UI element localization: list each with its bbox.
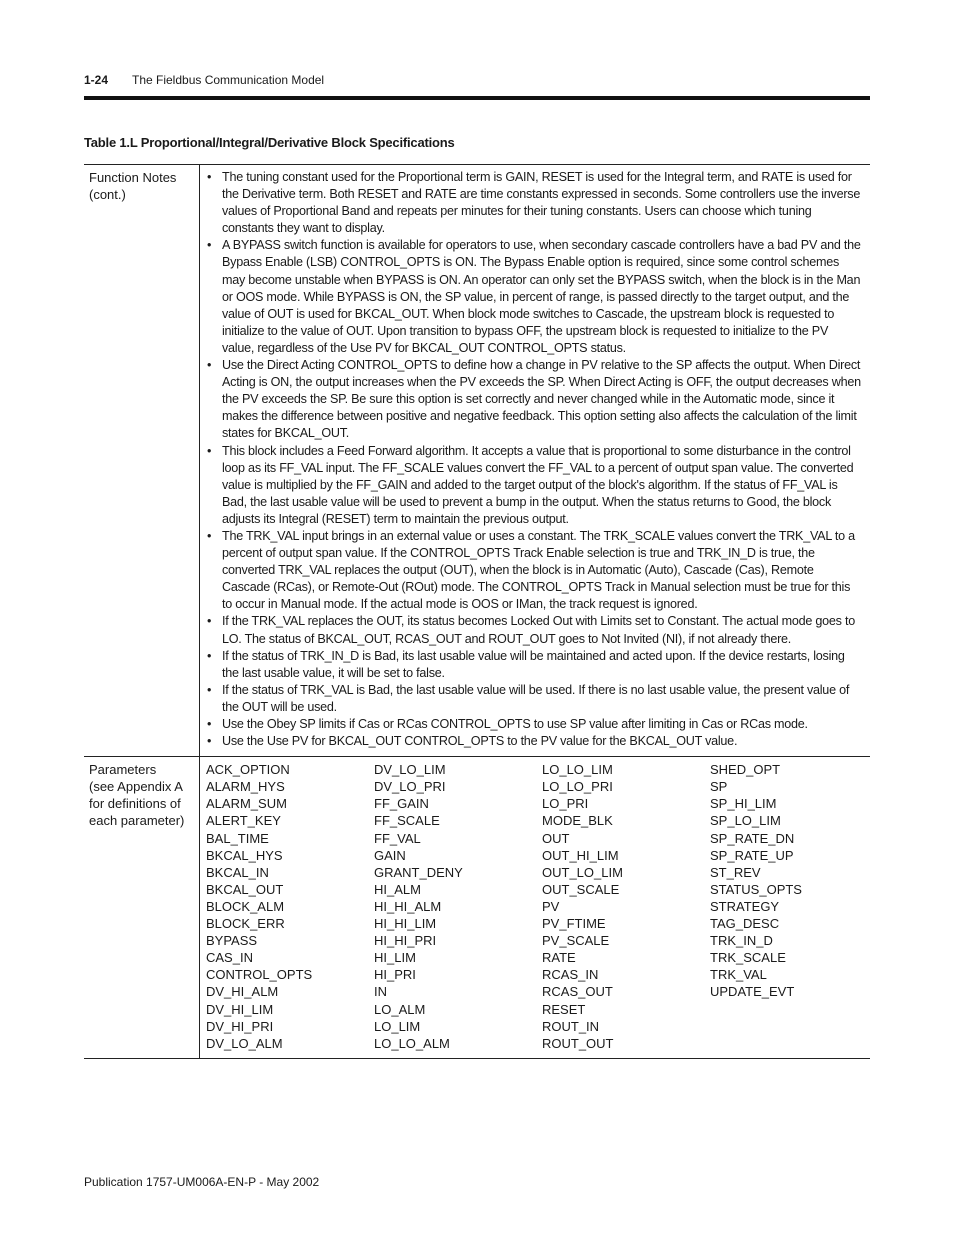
- function-note-item: • Use the Obey SP limits if Cas or RCas CONTROL_OPTS to use SP value after limiting in Cas or RCas mode.: [206, 716, 862, 733]
- parameter-name: RATE: [542, 950, 576, 966]
- header-rule: [84, 96, 870, 100]
- publication-footer: Publication 1757-UM006A-EN-P - May 2002: [84, 1175, 320, 1189]
- parameter-name: DV_LO_PRI: [374, 779, 446, 795]
- parameter-name: FF_SCALE: [374, 813, 440, 829]
- parameter-name: BLOCK_ALM: [206, 898, 285, 914]
- parameter-name: ACK_OPTION: [206, 762, 290, 778]
- parameter-name: HI_HI_ALM: [374, 898, 442, 914]
- spec-table: [84, 164, 870, 1059]
- parameter-name: GAIN: [374, 847, 406, 863]
- parameter-name: PV: [542, 898, 560, 914]
- parameter-name: HI_PRI: [374, 967, 416, 983]
- parameter-name: DV_HI_LIM: [206, 1001, 274, 1017]
- parameter-name: ST_REV: [710, 864, 761, 880]
- section-title: The Fieldbus Communication Model: [132, 73, 325, 87]
- parameter-name: RCAS_OUT: [542, 984, 613, 1000]
- parameter-name: LO_LO_ALM: [374, 1035, 450, 1051]
- parameter-name: SP_HI_LIM: [710, 796, 777, 812]
- function-notes-list: [206, 169, 862, 750]
- label-line: Parameters: [89, 762, 157, 778]
- parameter-column: [542, 761, 710, 1052]
- parameter-name: STRATEGY: [710, 898, 780, 914]
- parameter-name: SP: [710, 779, 728, 795]
- parameter-name: BKCAL_IN: [206, 864, 269, 880]
- parameter-name: DV_LO_ALM: [206, 1035, 283, 1051]
- table-title: Table 1.L Proportional/Integral/Derivative Block Specifications: [84, 135, 455, 150]
- function-note-item: • This block includes a Feed Forward algorithm. It accepts a value that is proportional to some disturbance in the control loop as its FF_VAL input. The FF_SCALE values convert the FF_VAL to a percent of output span value. The converted value is multiplied by the FF_GAIN and added to the target output of the block's algorithm. If the status of FF_VAL is Bad, the last usable value will be used to prevent a bump in the output. When the status returns to Good, the block adjusts its Integral (RESET) term to maintain the previous output.: [206, 443, 862, 528]
- parameter-name: OUT_HI_LIM: [542, 847, 619, 863]
- function-notes-label: [84, 165, 200, 756]
- parameters-content: [200, 757, 886, 1058]
- parameter-name: BLOCK_ERR: [206, 916, 285, 932]
- function-note-item: • Use the Direct Acting CONTROL_OPTS to define how a change in PV relative to the SP affects the output. When Direct Acting is ON, the output increases when the PV exceeds the SP. When Direct Acting is OFF, the output decreases when the PV exceeds the SP. Be sure this option is set correctly and never changed while in the Automatic mode, since it makes the difference between positive and negative feedback. This option setting also affects the calculation of the limit states for BKCAL_OUT.: [206, 357, 862, 442]
- parameter-name: UPDATE_EVT: [710, 984, 795, 1000]
- parameter-name: PV_SCALE: [542, 933, 610, 949]
- parameter-name: BKCAL_HYS: [206, 847, 283, 863]
- parameter-name: DV_LO_LIM: [374, 762, 446, 778]
- parameter-name: DV_HI_PRI: [206, 1018, 274, 1034]
- parameter-name: ROUT_IN: [542, 1018, 600, 1034]
- parameter-name: FF_GAIN: [374, 796, 429, 812]
- parameter-name: FF_VAL: [374, 830, 421, 846]
- parameter-name: LO_PRI: [542, 796, 589, 812]
- parameter-column: [374, 761, 542, 1052]
- parameter-name: LO_LIM: [374, 1018, 421, 1034]
- parameter-name: GRANT_DENY: [374, 864, 463, 880]
- parameter-name: TAG_DESC: [710, 916, 780, 932]
- parameter-column: [206, 761, 374, 1052]
- function-note-item: • The TRK_VAL input brings in an external value or uses a constant. The TRK_SCALE values convert the TRK_VAL to a percent of output span value. If the CONTROL_OPTS Track Enable selection is true and TRK_IN_D is true, the converted TRK_VAL replaces the output (OUT), when the block is in Automatic (Auto), Cascade (Cas), Remote Cascade (RCas), or Remote-Out (ROut) mode. The CONTROL_OPTS Track in Manual selection must be true for this to occur in Manual mode. If the actual mode is OOS or IMan, the track request is ignored.: [206, 528, 862, 613]
- parameter-name: TRK_VAL: [710, 967, 767, 983]
- function-note-item: • A BYPASS switch function is available for operators to use, when secondary cascade controllers have a bad PV and the Bypass Enable (LSB) CONTROL_OPTS is ON. The Bypass Enable option is required, since some control schemes may become unstable when BYPASS is ON. An operator can only set the BYPASS switch, when the block is in the Man or OOS mode. While BYPASS is ON, the SP value, in percent of range, is passed directly to the target output, and the value of OUT is used for BKCAL_OUT. When block mode switches to Cascade, the upstream block is requested to initialize to the value of OUT. Upon transition to bypass OFF, the upstream block is requested to initialize to the PV value, regardless of the Use PV for BKCAL_OUT CONTROL_OPTS status.: [206, 237, 862, 357]
- function-notes-content: [200, 165, 870, 756]
- function-notes-row: [84, 165, 870, 757]
- parameter-name: BYPASS: [206, 933, 258, 949]
- parameter-name: SP_RATE_UP: [710, 847, 794, 863]
- parameter-name: SHED_OPT: [710, 762, 781, 778]
- parameter-name: SP_LO_LIM: [710, 813, 781, 829]
- parameter-name: TRK_IN_D: [710, 933, 773, 949]
- parameter-name: MODE_BLK: [542, 813, 613, 829]
- function-note-item: • If the status of TRK_VAL is Bad, the last usable value will be used. If there is no last usable value, the present value of the OUT will be used.: [206, 682, 862, 716]
- parameter-name: SP_RATE_DN: [710, 830, 795, 846]
- label-line: each parameter): [89, 813, 185, 829]
- parameter-name: TRK_SCALE: [710, 950, 786, 966]
- parameter-name: PV_FTIME: [542, 916, 606, 932]
- parameter-name: LO_ALM: [374, 1001, 426, 1017]
- parameter-name: HI_HI_PRI: [374, 933, 437, 949]
- parameter-name: OUT_SCALE: [542, 881, 620, 897]
- parameter-name: HI_ALM: [374, 881, 421, 897]
- label-line: for definitions of: [89, 796, 181, 812]
- function-note-item: • If the TRK_VAL replaces the OUT, its status becomes Locked Out with Limits set to Constant. The actual mode goes to LO. The status of BKCAL_OUT, RCAS_OUT and ROUT_OUT goes to Not Invited (NI), if not already there.: [206, 613, 862, 647]
- label-line: (see Appendix A: [89, 779, 183, 795]
- parameter-name: LO_LO_LIM: [542, 762, 613, 778]
- parameters-label: [84, 757, 200, 1058]
- function-note-item: • If the status of TRK_IN_D is Bad, its last usable value will be maintained and acted upon. If the device restarts, losing the last usable value, it will be set to false.: [206, 648, 862, 682]
- page-header: [84, 72, 869, 88]
- parameter-name: OUT_LO_LIM: [542, 864, 623, 880]
- parameter-name: ALARM_HYS: [206, 779, 285, 795]
- parameter-name: CONTROL_OPTS: [206, 967, 313, 983]
- parameter-column: [710, 761, 878, 1052]
- label-line: (cont.): [89, 187, 126, 202]
- function-note-item: • Use the Use PV for BKCAL_OUT CONTROL_OPTS to the PV value for the BKCAL_OUT value.: [206, 733, 862, 750]
- label-line: Function Notes: [89, 170, 177, 185]
- parameter-name: LO_LO_PRI: [542, 779, 613, 795]
- parameter-name: STATUS_OPTS: [710, 881, 802, 897]
- parameter-name: RESET: [542, 1001, 586, 1017]
- parameter-name: IN: [374, 984, 387, 1000]
- parameters-grid: [206, 761, 878, 1052]
- function-note-item: • The tuning constant used for the Proportional term is GAIN, RESET is used for the Integral term, and RATE is used for the Derivative term. Both RESET and RATE are time constants expressed in seconds. Some controllers use the inverse values of Proportional Band and repeats per minutes for their tuning constants. Users can choose which tuning constants they want to display.: [206, 169, 862, 237]
- parameter-name: BAL_TIME: [206, 830, 269, 846]
- parameter-name: ROUT_OUT: [542, 1035, 614, 1051]
- parameter-name: HI_HI_LIM: [374, 916, 437, 932]
- parameter-name: DV_HI_ALM: [206, 984, 279, 1000]
- parameter-name: ALERT_KEY: [206, 813, 281, 829]
- page-number: 1-24: [84, 73, 109, 87]
- parameter-name: ALARM_SUM: [206, 796, 287, 812]
- parameter-name: OUT: [542, 830, 570, 846]
- parameter-name: CAS_IN: [206, 950, 253, 966]
- parameters-row: [84, 757, 870, 1059]
- parameter-name: BKCAL_OUT: [206, 881, 284, 897]
- parameter-name: RCAS_IN: [542, 967, 599, 983]
- parameter-name: HI_LIM: [374, 950, 416, 966]
